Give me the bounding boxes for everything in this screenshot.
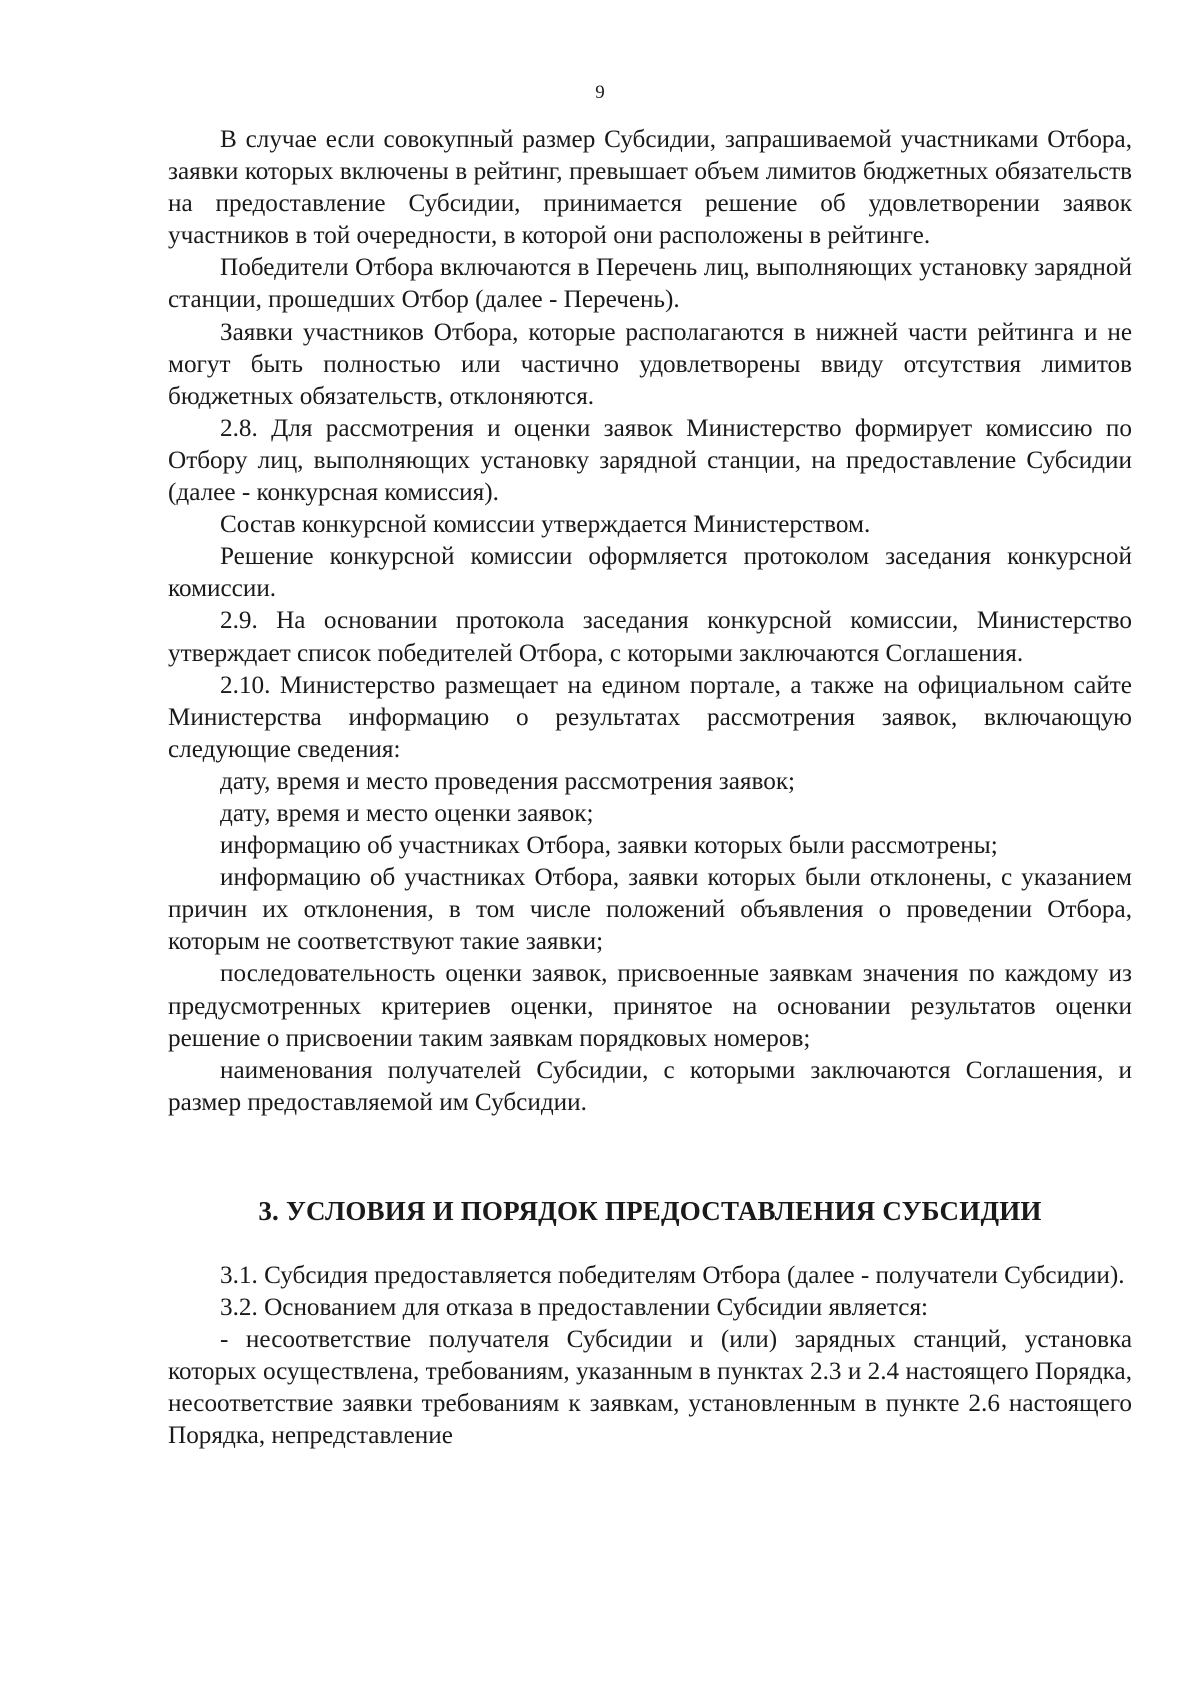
paragraph-rejected-applications: Заявки участников Отбора, которые располагаются в нижней части рейтинга и не могут быть полностью или частично удовлетворены ввиду отсутствия лимитов бюджетных обязательств, отклоняются.	[168, 318, 1132, 410]
paragraph-2-9: 2.9. На основании протокола заседания конкурсной комиссии, Министерство утверждает список победителей Отбора, с которыми заключаются Соглашения.	[168, 607, 1132, 667]
paragraph-commission-composition: Состав конкурсной комиссии утверждается Министерством.	[220, 511, 871, 539]
spacer	[168, 1119, 1132, 1194]
paragraph-3-2: 3.2. Основанием для отказа в предоставлении Субсидии является:	[220, 1294, 929, 1321]
paragraph-winners-list: Победители Отбора включаются в Перечень лиц, выполняющих установку зарядной станции, прошедших Отбор (далее - Перечень).	[168, 254, 1132, 314]
paragraph-commission-decision: Решение конкурсной комиссии оформляется протоколом заседания конкурсной комиссии.	[168, 543, 1132, 603]
list-item-evaluation-sequence: последовательность оценки заявок, присвоенные заявкам значения по каждому из предусмотренных критериев оценки, принятое на основании результатов оценки решение о присвоении таким заявкам порядковых номеров;	[168, 960, 1132, 1052]
paragraph-rating-overflow: В случае если совокупный размер Субсидии, запрашиваемой участниками Отбора, заявки которых включены в рейтинг, превышает объем лимитов бюджетных обязательств на предоставление Субсидии, принимается решение об удовлетворении заявок участников в той очередности, в которой они расположены в рейтинге.	[168, 126, 1132, 250]
list-item-reviewed-participants: информацию об участниках Отбора, заявки которых были рассмотрены;	[220, 832, 998, 860]
section-heading: 3. УСЛОВИЯ И ПОРЯДОК ПРЕДОСТАВЛЕНИЯ СУБСИДИИ	[258, 1195, 1042, 1226]
list-item-evaluation-date: дату, время и место оценки заявок;	[220, 799, 594, 827]
page-number: 9	[595, 82, 605, 103]
document-body	[168, 124, 1132, 1452]
paragraph-refusal-grounds: - несоответствие получателя Субсидии и (или) зарядных станций, установка которых осуществлена, требованиям, указанным в пунктах 2.3 и 2.4 настоящего Порядка, несоответствие заявки требованиям к заявкам, установленным в пункте 2.6 настоящего Порядка, непредставление	[168, 1326, 1132, 1450]
list-item-review-date: дату, время и место проведения рассмотрения заявок;	[220, 767, 796, 795]
paragraph-2-10: 2.10. Министерство размещает на едином портале, а также на официальном сайте Министерства информацию о результатах рассмотрения заявок, включающую следующие сведения:	[168, 671, 1132, 763]
list-item-recipients: наименования получателей Субсидии, с которыми заключаются Соглашения, и размер предоставляемой им Субсидии.	[168, 1056, 1132, 1116]
paragraph-3-1: 3.1. Субсидия предоставляется победителям Отбора (далее - получатели Субсидии).	[220, 1261, 1125, 1289]
paragraph-2-8: 2.8. Для рассмотрения и оценки заявок Министерство формирует комиссию по Отбору лиц, выполняющих установку зарядной станции, на предоставление Субсидии (далее - конкурсная комиссия).	[168, 414, 1132, 507]
list-item-rejected-participants: информацию об участниках Отбора, заявки которых были отклонены, с указанием причин их отклонения, в том числе положений объявления о проведении Отбора, которым не соответствуют такие заявки;	[168, 864, 1132, 956]
spacer	[168, 1228, 1132, 1260]
